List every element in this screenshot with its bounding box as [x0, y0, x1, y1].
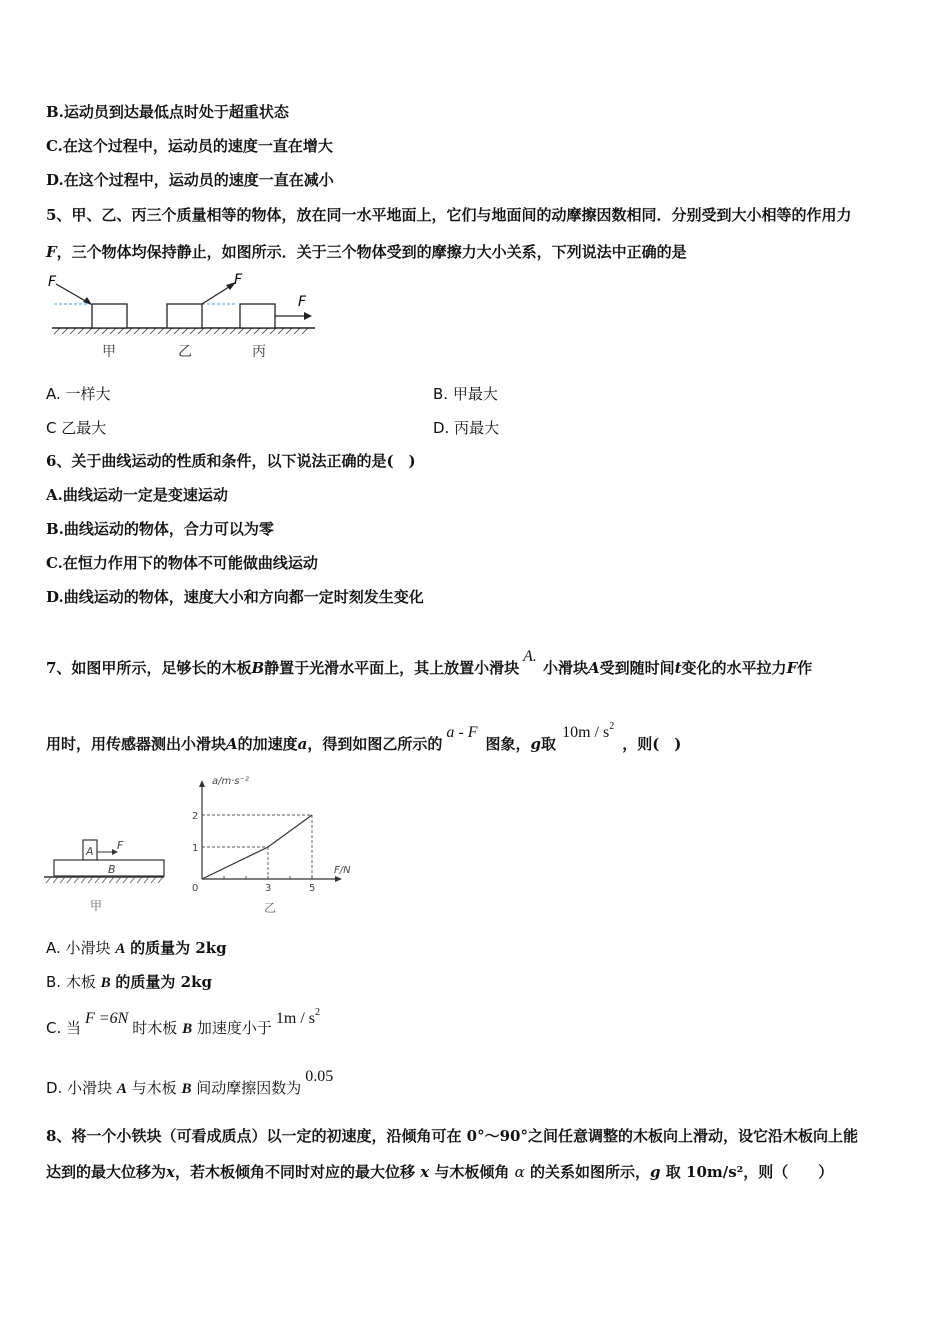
q7-math-1ms2: 1m / s [275, 1010, 315, 1027]
q7-var-b: B [182, 1021, 193, 1037]
q7-option-a [46, 938, 227, 959]
q7-opt-text: 的质量为 2kg [130, 939, 227, 957]
q7-text: ，得到如图乙所示的 [307, 735, 443, 753]
q5-option-c: C 乙最大 [46, 419, 107, 437]
q7-text: 小滑块 [542, 659, 588, 677]
chart-x-label: F/N [334, 865, 351, 876]
q7-caption-yi: 乙 [264, 901, 277, 915]
q7-opt-text: 加速度小于 [196, 1019, 272, 1037]
q7-opt-text: B. 木板 [46, 973, 96, 991]
q5-label-f-bing: F [298, 294, 307, 310]
q8-line2 [46, 1162, 833, 1182]
q7-option-c [46, 1007, 320, 1041]
q5-option-a: A. 一样大 [46, 385, 111, 403]
q6-stem: 6、关于曲线运动的性质和条件，以下说法正确的是( ) [46, 452, 416, 470]
chart-y-tick-label: 2 [192, 811, 199, 822]
q7-chart-ticks [192, 811, 315, 894]
q7-force-label: F [117, 839, 124, 852]
q5-force-bing [275, 312, 312, 320]
q5-figure [40, 268, 330, 368]
q7-chart [188, 772, 358, 917]
q7-opt-text: 与木板 [131, 1079, 177, 1097]
q4-option-d: D.在这个过程中，运动员的速度一直在减小 [46, 171, 334, 189]
q7-text: 作 [797, 659, 813, 677]
q8-text: 达到的最大位移为 [46, 1163, 167, 1181]
q8-var-g: g [650, 1163, 661, 1181]
q5-var-f: F [46, 243, 57, 261]
q7-opt-text: 的质量为 2kg [115, 973, 212, 991]
q8-line1: 8、将一个小铁块（可看成质点）以一定的初速度，沿倾角可在 0°～90°之间任意调整的木板向上滑动，设它沿木板向上能 [46, 1127, 858, 1145]
q7-math-sup: 2 [315, 1007, 320, 1018]
q7-var-a: A [116, 1081, 127, 1097]
q7-text: 变化的水平拉力 [681, 659, 787, 677]
q8-var-x: x [166, 1163, 175, 1181]
q7-opt-text: 时木板 [132, 1019, 178, 1037]
chart-x-tick-label: 3 [265, 883, 272, 894]
q5-stem-line2 [46, 242, 687, 262]
q8-text: 与木板倾角 [434, 1163, 510, 1181]
q5-stem-line1: 5、甲、乙、丙三个质量相等的物体，放在同一水平地面上，它们与地面间的动摩擦因数相同．分别受到大小相等的作用力 [46, 206, 852, 224]
q8-text: 取 10m/s²，则（ ） [665, 1163, 834, 1181]
q7-text: 7、如图甲所示，足够长的木板 [46, 659, 252, 677]
q7-math-g: 10m / s [562, 724, 610, 741]
q7-math-g-sup: 2 [609, 721, 615, 732]
q7-board-b-label: B [108, 863, 116, 876]
q7-text: 静置于光滑水平面上，其上放置小滑块 [264, 659, 520, 677]
q7-text: 受到随时间 [599, 659, 675, 677]
q7-text: 的加速度 [237, 735, 298, 753]
q7-var-b: B [181, 1081, 192, 1097]
q7-opt-text: A. 小滑块 [46, 939, 111, 957]
q7-var-accel: a [297, 735, 308, 753]
q5-label-f-jia: F [48, 274, 57, 290]
q7-var-b: B [251, 659, 265, 677]
q5-label-yi: 乙 [178, 344, 192, 360]
q7-text: 图象， [485, 735, 531, 753]
q7-force-arrow [97, 849, 118, 855]
q4-option-c: C.在这个过程中，运动员的速度一直在增大 [46, 137, 333, 155]
q7-chart-guides [202, 815, 312, 879]
chart-y-tick-label: 1 [192, 843, 199, 854]
q7-stem-line2 [46, 721, 682, 757]
q5-block-bing [240, 304, 275, 328]
q7-var-g: g [530, 735, 542, 753]
q6-option-a: A.曲线运动一定是变速运动 [46, 486, 228, 504]
q7-ground-hatch [46, 877, 163, 883]
q5-option-d: D. 丙最大 [433, 419, 500, 437]
q7-var-a: A [115, 941, 126, 957]
q7-math-f6n: F =6N [85, 1010, 129, 1027]
chart-y-label: a/m·s⁻² [212, 776, 249, 787]
q7-var-a: A [226, 735, 238, 753]
q8-text: ，若木板倾角不同时对应的最大位移 [174, 1163, 415, 1181]
q7-chart-axes [199, 780, 342, 882]
q5-label-f-yi: F [234, 272, 243, 288]
q5-label-bing: 丙 [252, 344, 266, 360]
q7-math-mu: 0.05 [305, 1068, 334, 1085]
q5-ground-hatch [54, 328, 308, 334]
q8-text: 的关系如图所示， [530, 1163, 651, 1181]
q7-opt-text: C. 当 [46, 1019, 82, 1037]
q7-block-a-label: A [86, 845, 94, 858]
q5-force-yi [202, 282, 236, 304]
q4-option-b: B.运动员到达最低点时处于超重状态 [46, 103, 289, 121]
chart-y-axis-arrow [199, 780, 205, 787]
q6-option-d: D.曲线运动的物体，速度大小和方向都一定时刻发生变化 [46, 588, 424, 606]
q7-option-d [46, 1068, 334, 1099]
q8-var-x: x [420, 1163, 430, 1181]
q5-label-jia: 甲 [102, 344, 116, 360]
q7-opt-text: 间动摩擦因数为 [196, 1079, 302, 1097]
q7-text: ，则( ) [622, 735, 682, 753]
chart-x-axis-arrow [335, 876, 342, 882]
q6-option-c: C.在恒力作用下的物体不可能做曲线运动 [46, 554, 318, 572]
q5-force-jia [56, 284, 92, 305]
q5-option-b: B. 甲最大 [433, 385, 498, 403]
q7-caption-jia: 甲 [90, 899, 103, 913]
q7-stem-line1 [46, 648, 813, 679]
q7-text: 用时，用传感器测出小滑块 [46, 735, 227, 753]
q7-var-f: F [786, 659, 798, 677]
q7-var-a: A [587, 659, 600, 677]
q7-option-b [46, 972, 212, 993]
q7-figure-jia [40, 830, 170, 915]
q5-block-jia [92, 304, 127, 328]
q6-option-b: B.曲线运动的物体，合力可以为零 [46, 520, 274, 538]
q7-var-b: B [100, 975, 111, 991]
q8-var-alpha: α [514, 1163, 525, 1181]
q7-text: 取 [541, 735, 557, 753]
q7-opt-text: D. 小滑块 [46, 1079, 113, 1097]
q7-math-af: a - F [446, 724, 478, 741]
chart-x-tick-label: 5 [309, 883, 316, 894]
q7-var-t: t [674, 659, 682, 677]
q5-stem-line2-text: ，三个物体均保持静止，如图所示．关于三个物体受到的摩擦力大小关系，下列说法中正确的是 [56, 243, 687, 261]
q5-block-yi [167, 304, 202, 328]
chart-x-tick-label: 0 [192, 883, 199, 894]
q7-math-a: A. [523, 648, 537, 665]
